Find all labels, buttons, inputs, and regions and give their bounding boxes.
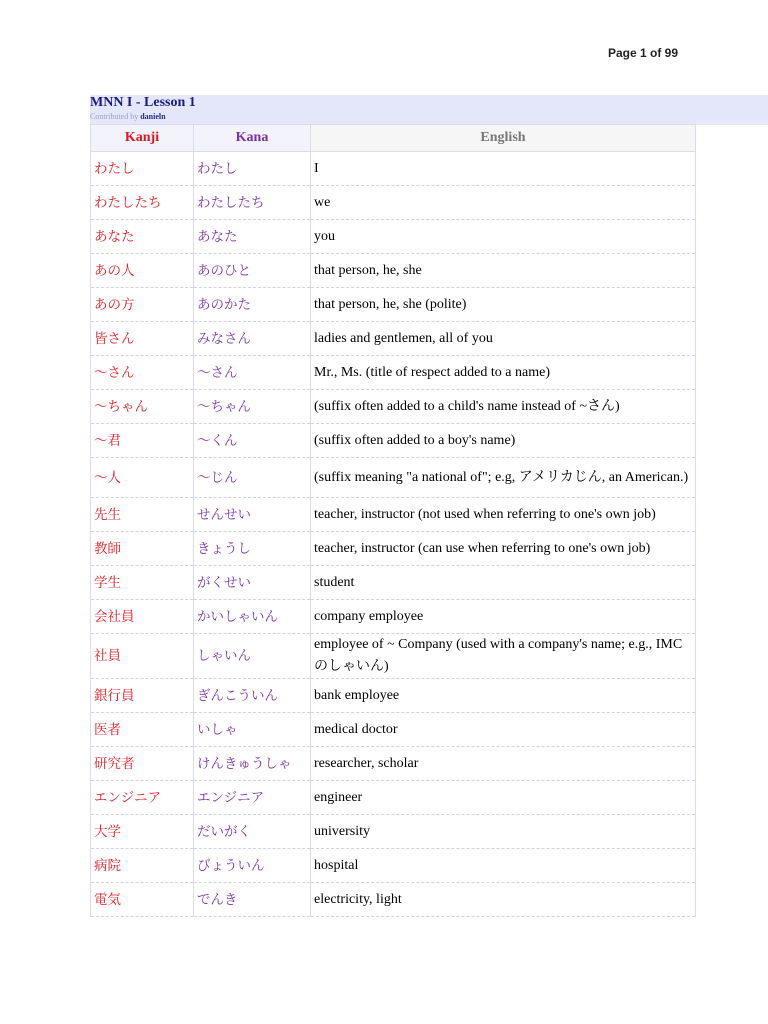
kanji-cell: ～さん bbox=[91, 356, 194, 390]
kana-cell: ～さん bbox=[194, 356, 311, 390]
page-number: Page 1 of 99 bbox=[608, 46, 679, 60]
contributor-name: danieln bbox=[140, 112, 166, 121]
kanji-cell: 医者 bbox=[91, 713, 194, 747]
table-row bbox=[91, 781, 696, 815]
lesson-header bbox=[90, 95, 768, 125]
kanji-cell: わたし bbox=[91, 152, 194, 186]
kanji-cell: あの方 bbox=[91, 288, 194, 322]
table-row bbox=[91, 186, 696, 220]
kana-cell: みなさん bbox=[194, 322, 311, 356]
vocabulary-table bbox=[90, 124, 696, 917]
kanji-cell: 社員 bbox=[91, 634, 194, 679]
kana-cell: あなた bbox=[194, 220, 311, 254]
english-cell: we bbox=[311, 186, 696, 220]
kana-cell: ～くん bbox=[194, 424, 311, 458]
english-cell: (suffix often added to a child's name instead of ~さん) bbox=[311, 390, 696, 424]
table-row bbox=[91, 713, 696, 747]
kana-cell: いしゃ bbox=[194, 713, 311, 747]
kana-cell: しゃいん bbox=[194, 634, 311, 679]
kana-cell: きょうし bbox=[194, 532, 311, 566]
kanji-cell: 電気 bbox=[91, 883, 194, 917]
kanji-cell: ～君 bbox=[91, 424, 194, 458]
kanji-cell: あの人 bbox=[91, 254, 194, 288]
table-row bbox=[91, 815, 696, 849]
header-kana: Kana bbox=[194, 125, 311, 152]
table-row bbox=[91, 322, 696, 356]
kana-cell: エンジニア bbox=[194, 781, 311, 815]
table-row bbox=[91, 849, 696, 883]
english-cell: student bbox=[311, 566, 696, 600]
table-row bbox=[91, 390, 696, 424]
kanji-cell: 皆さん bbox=[91, 322, 194, 356]
english-cell: I bbox=[311, 152, 696, 186]
table-row bbox=[91, 747, 696, 781]
table-row bbox=[91, 883, 696, 917]
english-cell: teacher, instructor (not used when referring to one's own job) bbox=[311, 498, 696, 532]
english-cell: researcher, scholar bbox=[311, 747, 696, 781]
english-cell: you bbox=[311, 220, 696, 254]
kanji-cell: ～ちゃん bbox=[91, 390, 194, 424]
english-cell: electricity, light bbox=[311, 883, 696, 917]
contributed-prefix: Contributed by bbox=[90, 112, 141, 121]
kana-cell: あのひと bbox=[194, 254, 311, 288]
table-header-row bbox=[91, 125, 696, 152]
kana-cell: あのかた bbox=[194, 288, 311, 322]
kana-cell: かいしゃいん bbox=[194, 600, 311, 634]
kana-cell: がくせい bbox=[194, 566, 311, 600]
table-row bbox=[91, 498, 696, 532]
header-english: English bbox=[311, 125, 696, 152]
english-cell: company employee bbox=[311, 600, 696, 634]
kanji-cell: あなた bbox=[91, 220, 194, 254]
kana-cell: わたし bbox=[194, 152, 311, 186]
english-cell: hospital bbox=[311, 849, 696, 883]
kanji-cell: 病院 bbox=[91, 849, 194, 883]
table-row bbox=[91, 220, 696, 254]
english-cell: teacher, instructor (can use when referring to one's own job) bbox=[311, 532, 696, 566]
table-row bbox=[91, 288, 696, 322]
kana-cell: けんきゅうしゃ bbox=[194, 747, 311, 781]
english-cell: ladies and gentlemen, all of you bbox=[311, 322, 696, 356]
kanji-cell: 銀行員 bbox=[91, 679, 194, 713]
kanji-cell: わたしたち bbox=[91, 186, 194, 220]
english-cell: medical doctor bbox=[311, 713, 696, 747]
kanji-cell: 先生 bbox=[91, 498, 194, 532]
table-row bbox=[91, 458, 696, 498]
kana-cell: だいがく bbox=[194, 815, 311, 849]
english-cell: that person, he, she (polite) bbox=[311, 288, 696, 322]
table-row bbox=[91, 566, 696, 600]
english-cell: bank employee bbox=[311, 679, 696, 713]
kana-cell: ぎんこういん bbox=[194, 679, 311, 713]
kanji-cell: 大学 bbox=[91, 815, 194, 849]
kanji-cell: ～人 bbox=[91, 458, 194, 498]
kanji-cell: 教師 bbox=[91, 532, 194, 566]
kana-cell: わたしたち bbox=[194, 186, 311, 220]
kanji-cell: 会社員 bbox=[91, 600, 194, 634]
kana-cell: ～じん bbox=[194, 458, 311, 498]
english-cell: (suffix often added to a boy's name) bbox=[311, 424, 696, 458]
table-row bbox=[91, 600, 696, 634]
table-row bbox=[91, 356, 696, 390]
table-row bbox=[91, 532, 696, 566]
kanji-cell: 研究者 bbox=[91, 747, 194, 781]
kana-cell: せんせい bbox=[194, 498, 311, 532]
lesson-title: MNN I - Lesson 1 bbox=[90, 95, 196, 110]
kanji-cell: エンジニア bbox=[91, 781, 194, 815]
english-cell: (suffix meaning "a national of"; e.g, アメリカじん, an American.) bbox=[311, 458, 696, 498]
table-row bbox=[91, 634, 696, 679]
english-cell: university bbox=[311, 815, 696, 849]
table-row bbox=[91, 679, 696, 713]
kana-cell: びょういん bbox=[194, 849, 311, 883]
table-row bbox=[91, 424, 696, 458]
kana-cell: ～ちゃん bbox=[194, 390, 311, 424]
english-cell: that person, he, she bbox=[311, 254, 696, 288]
english-cell: engineer bbox=[311, 781, 696, 815]
english-cell: employee of ~ Company (used with a company's name; e.g., IMCのしゃいん) bbox=[311, 634, 696, 679]
kana-cell: でんき bbox=[194, 883, 311, 917]
table-row bbox=[91, 254, 696, 288]
table-row bbox=[91, 152, 696, 186]
english-cell: Mr., Ms. (title of respect added to a name) bbox=[311, 356, 696, 390]
kanji-cell: 学生 bbox=[91, 566, 194, 600]
header-kanji: Kanji bbox=[91, 125, 194, 152]
contributed-by bbox=[90, 112, 166, 121]
